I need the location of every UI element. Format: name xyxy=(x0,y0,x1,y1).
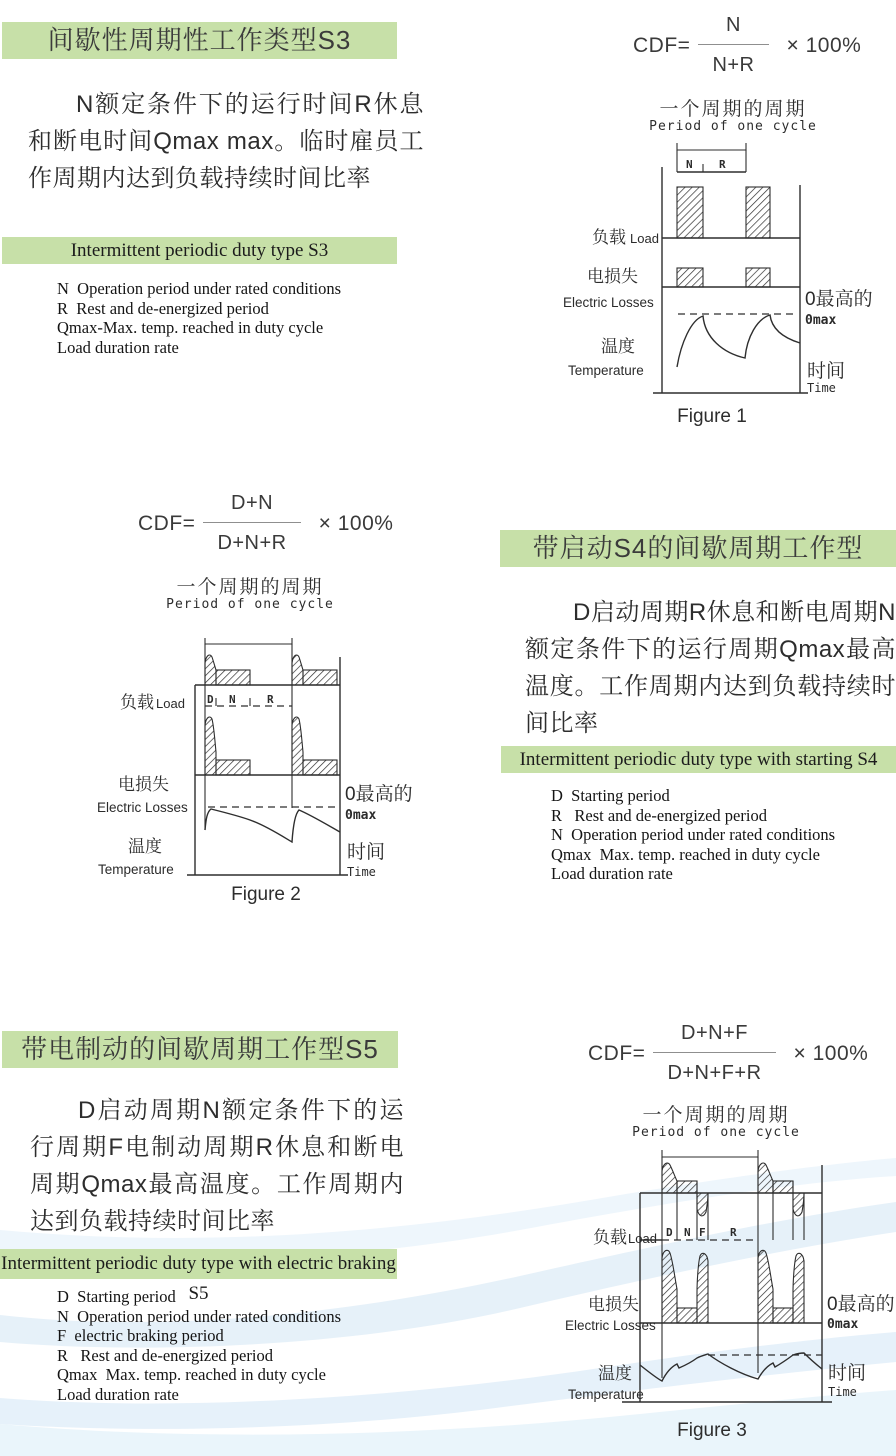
legend-item: N Operation period under rated conditions xyxy=(57,1306,342,1326)
formula-lhs: CDF= xyxy=(138,511,196,535)
period-label-d: D xyxy=(666,1226,673,1239)
losses-label-zh: 电损失 xyxy=(587,267,638,286)
temperature-label-zh: 温度 xyxy=(601,337,635,356)
losses-label-zh: 电损失 xyxy=(588,1295,639,1314)
losses-label-en: Electric Losses xyxy=(97,800,188,815)
time-label-en: Time xyxy=(807,381,836,395)
s3-legend xyxy=(57,279,341,357)
figure-2-diagram xyxy=(95,630,425,885)
formula-numerator: N xyxy=(726,14,741,36)
legend-item: N Operation period under rated conditions xyxy=(551,825,836,844)
formula-multiplier: × 100% xyxy=(793,1041,869,1065)
formula-multiplier: × 100% xyxy=(318,511,394,535)
temperature-curve xyxy=(640,1353,822,1381)
formula-numerator: D+N xyxy=(231,492,274,514)
fig1-cycle-title-en: Period of one cycle xyxy=(649,119,817,134)
time-label-en: Time xyxy=(347,865,376,879)
temperature-curve xyxy=(205,809,340,842)
formula-numerator: D+N+F xyxy=(681,1022,748,1044)
period-label-r: R xyxy=(719,158,726,171)
legend-item: Qmax Max. temp. reached in duty cycle xyxy=(551,844,820,864)
legend-item: F electric braking period xyxy=(57,1326,224,1345)
losses-waveform xyxy=(662,1250,804,1323)
load-label-zh: 负载 xyxy=(120,693,154,712)
s5-section-title: 带电制动的间歇周期工作型S5 xyxy=(2,1031,398,1068)
fig2-formula xyxy=(138,492,393,555)
fig1-caption: Figure 1 xyxy=(677,406,747,427)
theta-max-label-zh: 0最高的 xyxy=(345,784,413,805)
load-waveform xyxy=(677,187,770,238)
temperature-label-en: Temperature xyxy=(98,862,174,877)
losses-waveform xyxy=(677,268,770,287)
legend-item: Load duration rate xyxy=(57,337,179,357)
temperature-curve xyxy=(677,315,800,367)
legend-item: R Rest and de-energized period xyxy=(57,1345,273,1365)
figure-1-diagram xyxy=(555,140,895,402)
load-label-en: Load xyxy=(628,1231,657,1246)
s5-banner: Intermittent periodic duty type with electric braking S5 xyxy=(0,1249,397,1279)
theta-max-label-en: 0max xyxy=(827,1317,859,1332)
fig3-formula xyxy=(588,1022,868,1085)
s4-section-title: 带启动S4的间歇周期工作型 xyxy=(500,530,896,567)
losses-label-en: Electric Losses xyxy=(563,295,654,310)
period-label-r: R xyxy=(730,1226,737,1239)
time-label-zh: 时间 xyxy=(807,361,846,382)
temperature-label-en: Temperature xyxy=(568,363,644,378)
legend-item: R Rest and de-energized period xyxy=(551,805,767,825)
s3-paragraph: N额定条件下的运行时间R休息和断电时间Qmax max。临时雇员工作周期内达到负载持续时间比率 xyxy=(28,91,424,192)
period-label-r: R xyxy=(267,693,274,706)
formula-denominator: D+N+F+R xyxy=(653,1052,775,1085)
theta-max-label-en: 0max xyxy=(345,808,377,823)
fig1-formula xyxy=(633,14,861,77)
legend-item: R Rest and de-energized period xyxy=(57,298,269,318)
period-label-n: N xyxy=(684,1226,691,1239)
s5-paragraph: D启动周期N额定条件下的运行周期F电制动周期R休息和断电周期Qmax最高温度。工作周期内达到负载持续时间比率 xyxy=(30,1097,404,1235)
figure-frame xyxy=(653,167,808,393)
time-label-zh: 时间 xyxy=(347,842,386,863)
period-label-f: F xyxy=(699,1226,706,1239)
time-label-zh: 时间 xyxy=(828,1363,867,1384)
period-label-d: D xyxy=(207,693,214,706)
theta-max-label-zh: 0最高的 xyxy=(827,1294,895,1315)
legend-item: Qmax Max. temp. reached in duty cycle xyxy=(57,1365,326,1384)
time-label-en: Time xyxy=(828,1385,857,1399)
fig2-cycle-title-en: Period of one cycle xyxy=(166,597,334,612)
formula-lhs: CDF= xyxy=(588,1041,646,1065)
fig3-cycle-title-zh: 一个周期的周期 xyxy=(642,1105,790,1126)
legend-item: D Starting period xyxy=(551,786,670,805)
fig3-caption: Figure 3 xyxy=(677,1420,747,1441)
formula-multiplier: × 100% xyxy=(786,33,862,57)
temperature-label-en: Temperature xyxy=(568,1387,644,1402)
losses-label-en: Electric Losses xyxy=(565,1318,656,1333)
formula-fraction xyxy=(203,492,300,555)
load-waveform xyxy=(662,1163,804,1216)
formula-fraction xyxy=(653,1022,775,1085)
legend-item: Qmax-Max. temp. reached in duty cycle xyxy=(57,318,324,337)
figure-3-diagram xyxy=(560,1143,896,1409)
s4-paragraph: D启动周期R休息和断电周期N额定条件下的运行周期Qmax最高温度。工作周期内达到负载持续时间比率 xyxy=(525,599,896,737)
fig2-cycle-title-zh: 一个周期的周期 xyxy=(176,577,324,598)
losses-label-zh: 电损失 xyxy=(118,775,169,794)
legend-item: Load duration rate xyxy=(57,1384,179,1404)
fig3-cycle-title-en: Period of one cycle xyxy=(632,1125,800,1140)
legend-item: Load duration rate xyxy=(551,864,673,883)
theta-max-label-zh: 0最高的 xyxy=(805,289,873,310)
fig1-cycle-title-zh: 一个周期的周期 xyxy=(659,99,807,120)
period-label-n: N xyxy=(229,693,236,706)
load-label-zh: 负载 xyxy=(592,228,626,247)
period-label-n: N xyxy=(686,158,693,171)
legend-item: N Operation period under rated conditions xyxy=(57,279,342,298)
temperature-label-zh: 温度 xyxy=(128,837,162,856)
s4-banner: Intermittent periodic duty type with starting S4 xyxy=(501,746,896,773)
load-label-zh: 负载 xyxy=(593,1228,627,1247)
cycle-bracket xyxy=(205,638,292,830)
load-label-en: Load xyxy=(156,696,185,711)
temperature-label-zh: 温度 xyxy=(598,1364,632,1383)
theta-max-label-en: 0max xyxy=(805,313,837,328)
formula-fraction xyxy=(698,14,768,77)
s3-banner: Intermittent periodic duty type S3 xyxy=(2,237,397,264)
formula-denominator: N+R xyxy=(698,44,768,77)
losses-waveform xyxy=(205,717,337,775)
load-label-en: Load xyxy=(630,231,659,246)
formula-denominator: D+N+R xyxy=(203,522,300,555)
s5-legend xyxy=(57,1287,341,1404)
legend-item: D Starting period xyxy=(57,1287,176,1306)
s4-legend xyxy=(551,786,835,884)
s3-section-title: 间歇性周期性工作类型S3 xyxy=(2,22,397,59)
load-waveform xyxy=(205,655,337,685)
fig2-caption: Figure 2 xyxy=(231,884,301,905)
formula-lhs: CDF= xyxy=(633,33,691,57)
